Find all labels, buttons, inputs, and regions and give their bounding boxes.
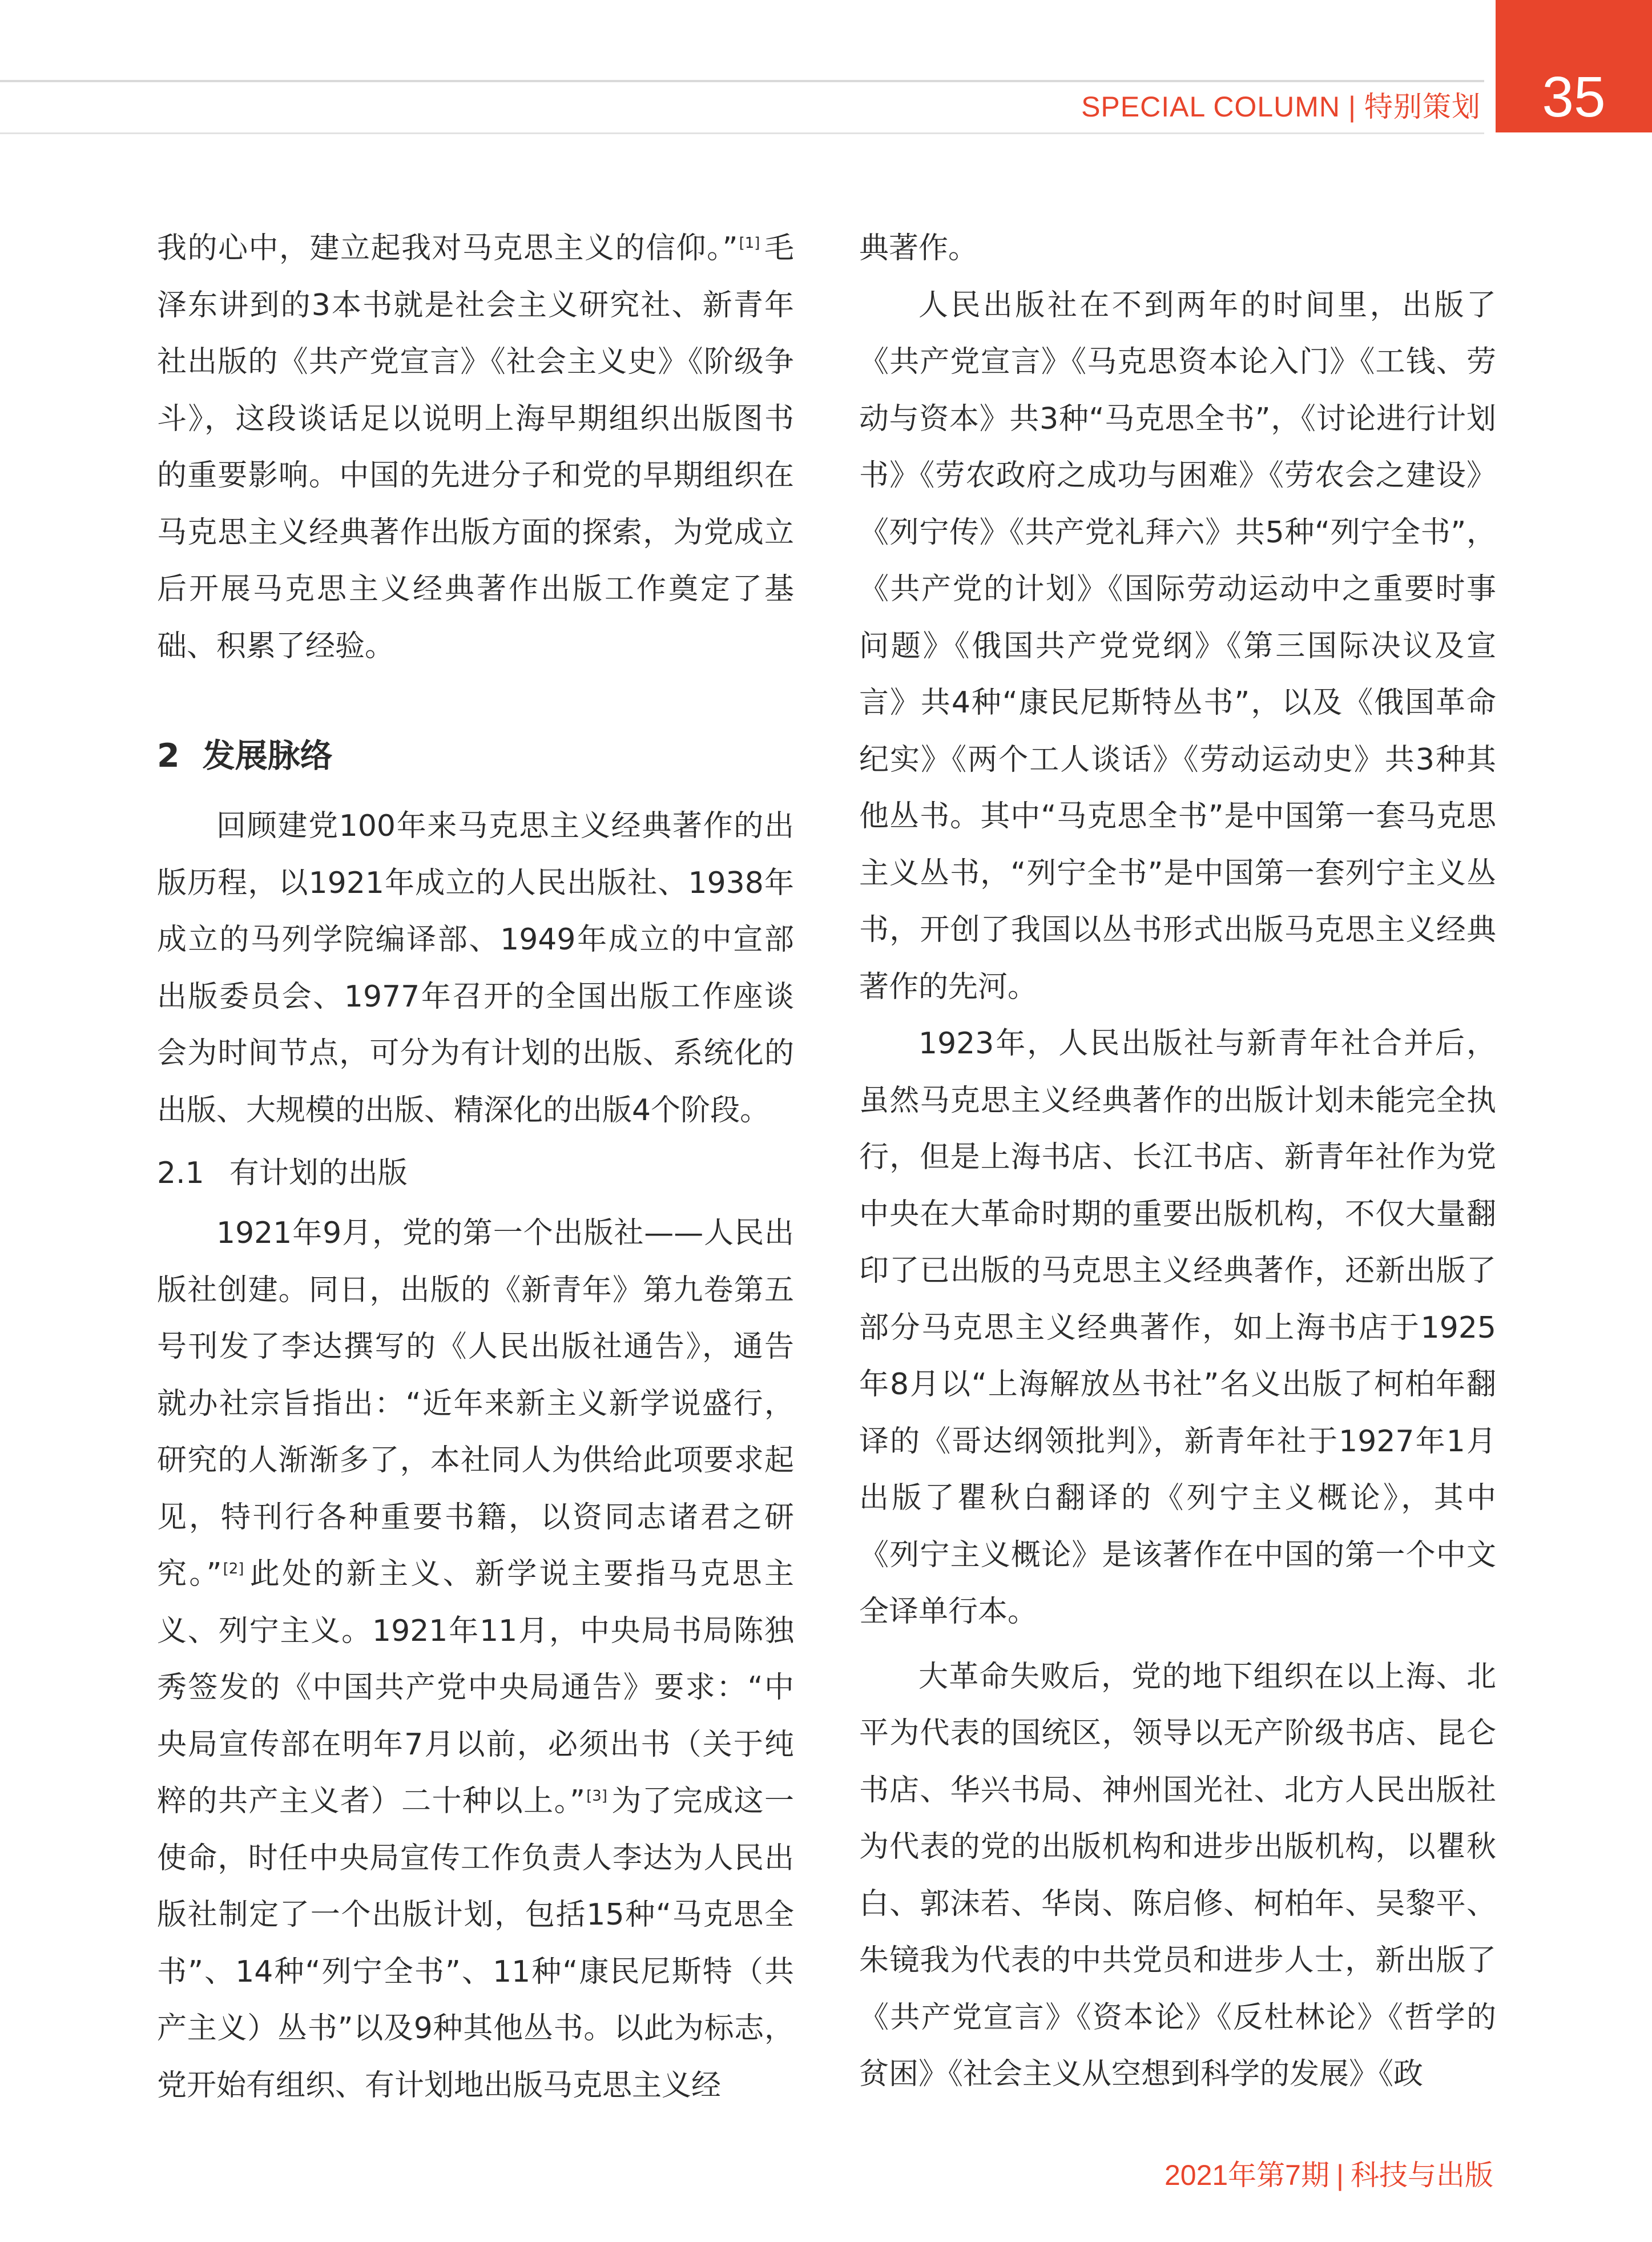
paragraph-planned-publishing bbox=[157, 1205, 794, 2114]
page-number: 35 bbox=[1542, 65, 1606, 129]
subsection-number: 2.1 bbox=[157, 1156, 204, 1190]
paragraph-text: 我的心中，建立起我对马克思主义的信仰。” bbox=[157, 231, 738, 265]
paragraph-renmin-publishing: 人民出版社在不到两年的时间里，出版了《共产党宣言》《马克思资本论入门》《工钱、劳动与资本》共3种“马克思全书”，《讨论进行计划书》《劳农政府之成功与困难》《劳农会之建设》《列宁传》《共产党礼拜六》共5种“列宁全书”，《共产党的计划》《国际劳动运动中之重要时事问题》《俄国共产党党纲》《第三国际决议及宣言》共4种“康民尼斯特丛书”，以及《俄国革命纪实》《两个工人谈话》《劳动运动史》共3种其他丛书。其中“马克思全书”是中国第一套马克思主义丛书，“列宁全书”是中国第一套列宁主义丛书，开创了我国以丛书形式出版马克思主义经典著作的先河。 bbox=[859, 288, 1496, 1004]
footnote-ref: [2] bbox=[223, 1560, 244, 1577]
paragraph-text: 毛泽东讲到的3本书就是社会主义研究社、新青年社出版的《共产党宣言》《社会主义史》《阶级争斗》，这段谈话足以说明上海早期组织出版图书的重要影响。中国的先进分子和党的早期组织在马克思主义经典著作出版方面的探索，为党成立后开展马克思主义经典著作出版工作奠定了基础、积累了经验。 bbox=[157, 231, 794, 663]
paragraph-continued: 典著作。 bbox=[859, 231, 978, 265]
column-label bbox=[1081, 87, 1481, 127]
paragraph-1923-merger: 1923年，人民出版社与新青年社合并后，虽然马克思主义经典著作的出版计划未能完全执行，但是上海书店、长江书店、新青年社作为党中央在大革命时期的重要出版机构，不仅大量翻印了已出版的马克思主义经典著作，还新出版了部分马克思主义经典著作，如上海书店于1925年8月以“上海解放丛书社”名义出版了柯柏年翻译的《哥达纲领批判》，新青年社于1927年1月出版了瞿秋白翻译的《列宁主义概论》，其中《列宁主义概论》是该著作在中国的第一个中文全译单行本。 bbox=[859, 1027, 1496, 1629]
section-title: 发展脉络 bbox=[202, 737, 333, 775]
page-number-block bbox=[1496, 0, 1652, 132]
column-label-en: SPECIAL COLUMN bbox=[1081, 91, 1340, 123]
left-column bbox=[157, 220, 794, 2114]
column-label-separator: | bbox=[1348, 91, 1356, 123]
header-rule-top bbox=[0, 80, 1484, 82]
paragraph-after-revolution: 大革命失败后，党的地下组织在以上海、北平为代表的国统区，领导以无产阶级书店、昆仑书店、华兴书局、神州国光社、北方人民出版社为代表的党的出版机构和进步出版机构，以瞿秋白、郭沫若、华岗、陈启修、柯柏年、吴黎平、朱镜我为代表的中共党员和进步人士，新出版了《共产党宣言》《资本论》《反杜林论》《哲学的贫困》《社会主义从空想到科学的发展》《政 bbox=[859, 1659, 1496, 2091]
paragraph-intro-continued bbox=[157, 220, 794, 675]
footer-issue: 2021年第7期 bbox=[1164, 2159, 1329, 2191]
column-label-zh: 特别策划 bbox=[1364, 91, 1481, 123]
footer-separator: | bbox=[1336, 2159, 1344, 2191]
paragraph-text: 为了完成这一使命，时任中央局宣传工作负责人李达为人民出版社制定了一个出版计划，包括15种“马克思全书”、14种“列宁全书”、11种“康民尼斯特（共产主义）丛书”以及9种其他丛书。以此为标志，党开始有组织、有计划地出版马克思主义经 bbox=[157, 1784, 794, 2103]
paragraph-overview: 回顾建党100年来马克思主义经典著作的出版历程，以1921年成立的人民出版社、1938年成立的马列学院编译部、1949年成立的中宣部出版委员会、1977年召开的全国出版工作座谈会为时间节点，可分为有计划的出版、系统化的出版、大规模的出版、精深化的出版4个阶段。 bbox=[157, 809, 794, 1128]
paragraph-text: 此处的新主义、新学说主要指马克思主义、列宁主义。1921年11月，中央局书局陈独秀签发的《中国共产党中央局通告》要求：“中央局宣传部在明年7月以前，必须出书（关于纯粹的共产主义者）二十种以上。” bbox=[157, 1557, 794, 1818]
section-number: 2 bbox=[157, 737, 180, 775]
footnote-ref: [3] bbox=[586, 1787, 607, 1805]
section-heading bbox=[157, 727, 794, 784]
header-rule-bottom bbox=[0, 132, 1484, 134]
footer-issue-info bbox=[1165, 2152, 1493, 2198]
footnote-ref: [1] bbox=[739, 234, 760, 252]
subsection-title: 有计划的出版 bbox=[229, 1156, 408, 1190]
paragraph-text: 1921年9月，党的第一个出版社——人民出版社创建。同日，出版的《新青年》第九卷第五号刊发了李达撰写的《人民出版社通告》，通告就办社宗旨指出：“近年来新主义新学说盛行，研究的人渐渐多了，本社同人为供给此项要求起见，特刊行各种重要书籍，以资同志诸君之研究。” bbox=[157, 1216, 794, 1591]
right-column bbox=[859, 220, 1496, 2103]
subsection-heading bbox=[157, 1145, 794, 1202]
footer-journal: 科技与出版 bbox=[1351, 2159, 1493, 2191]
